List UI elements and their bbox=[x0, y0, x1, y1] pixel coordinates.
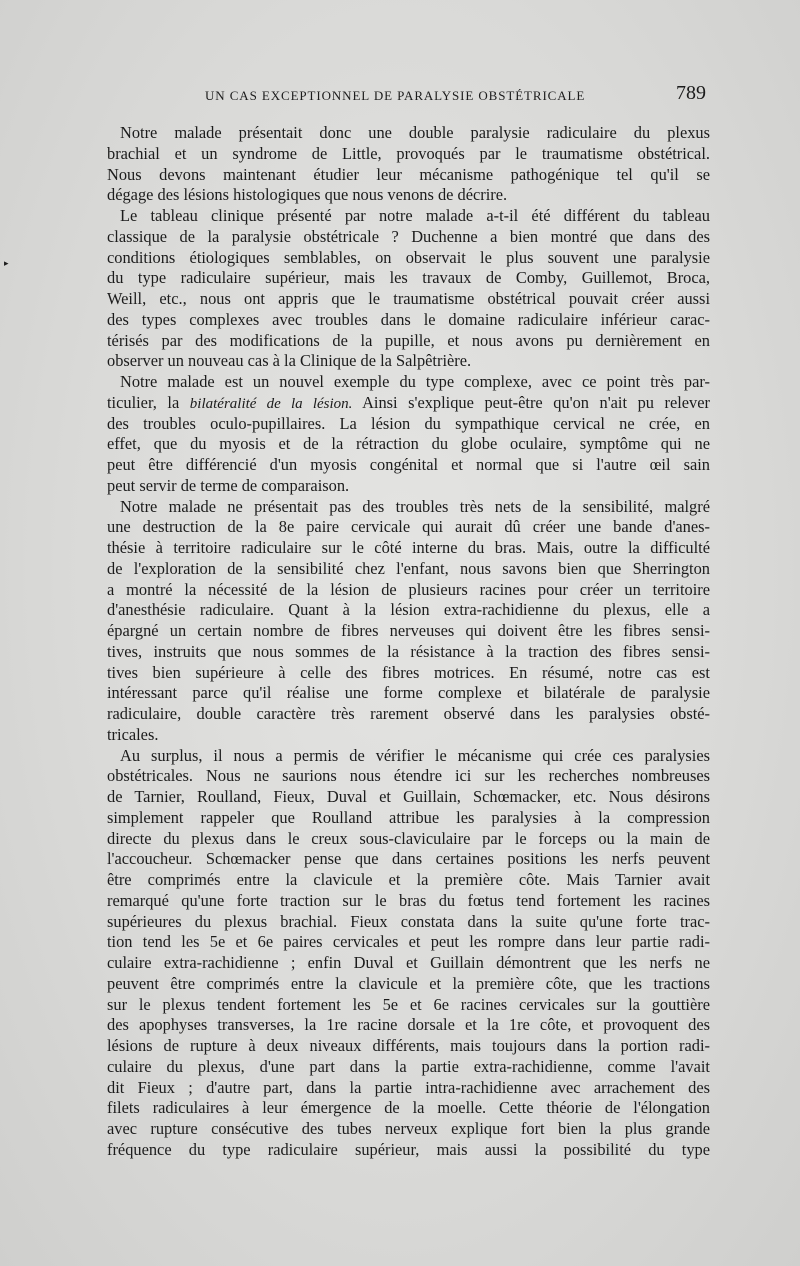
text-line: Notre malade ne présentait pas des troubles très nets de la sensibilité, malgré bbox=[120, 496, 710, 516]
text-line: supérieures du plexus brachial. Fieux constata dans la suite qu'une forte trac- bbox=[107, 911, 710, 931]
text-segment: ticulier, la bbox=[107, 392, 190, 412]
text-line: une destruction de la 8e paire cervicale qui aurait dû créer une bande d'anes- bbox=[107, 517, 710, 537]
text-line: térisés par des modifications de la pupille, et nous avons pu dernièrement en bbox=[107, 330, 710, 350]
text-line: des apophyses transverses, la 1re racine dorsale et la 1re côte, et provoquent des bbox=[107, 1015, 710, 1035]
italic-phrase: bilatéralité de la lésion. bbox=[189, 395, 353, 412]
text-line: Weill, etc., nous ont appris que le traumatisme obstétrical pouvait créer aussi bbox=[107, 289, 710, 308]
text-line: dégage des lésions histologiques que nous venons de décrire. bbox=[107, 185, 508, 205]
text-line: épargné un certain nombre de fibres nerveuses qui doivent être les fibres sensi- bbox=[107, 621, 710, 640]
text-line: culaire extra-rachidienne ; enfin Duval et Guillain démontrent que les nerfs ne bbox=[107, 953, 710, 972]
text-line bbox=[107, 393, 710, 414]
text-line: lésions de rupture à deux niveaux différents, mais toujours dans la portion radi- bbox=[107, 1036, 710, 1055]
text-line: de l'exploration de la sensibilité chez l'enfant, nous savons bien que Sherrington bbox=[107, 558, 710, 578]
text-line: a montré la nécessité de la lésion de plusieurs racines pour créer un territoire bbox=[107, 579, 710, 599]
text-line: du type radiculaire supérieur, mais les travaux de Comby, Guillemot, Broca, bbox=[107, 268, 710, 288]
text-line: brachial et un syndrome de Little, provoqués par le traumatisme obstétrical. bbox=[107, 143, 710, 163]
text-line: Le tableau clinique présenté par notre malade a-t-il été différent du tableau bbox=[120, 206, 710, 225]
text-line: Nous devons maintenant étudier leur mécanisme pathogénique tel qu'il se bbox=[107, 164, 710, 184]
body-text bbox=[107, 123, 710, 1161]
text-line: tives bien supérieure à celle des fibres motrices. En résumé, notre cas est bbox=[107, 662, 710, 682]
text-line: avec rupture consécutive des tubes nerveux explique fort bien la plus grande bbox=[107, 1119, 710, 1138]
text-line: d'anesthésie radiculaire. Quant à la lésion extra-rachidienne du plexus, elle a bbox=[107, 600, 710, 620]
text-line: directe du plexus dans le creux sous-claviculaire par le forceps ou la main de bbox=[107, 828, 710, 848]
text-line: classique de la paralysie obstétricale ? Duchenne a bien montré que dans des bbox=[107, 226, 710, 246]
text-line: dit Fieux ; d'autre part, dans la partie intra-rachidienne avec arrachement des bbox=[107, 1077, 710, 1097]
text-line: des types complexes avec troubles dans le domaine radiculaire inférieur carac- bbox=[107, 309, 710, 329]
page-number: 789 bbox=[676, 82, 706, 104]
text-line: intéressant parce qu'il réalise une forme complexe et bilatérale de paralysie bbox=[107, 683, 710, 703]
text-line: observer un nouveau cas à la Clinique de la Salpêtrière. bbox=[107, 351, 472, 371]
text-segment: Ainsi s'explique peut-être qu'on n'ait pu relever bbox=[352, 392, 710, 412]
margin-mark: ▸ bbox=[4, 258, 9, 268]
text-line: obstétricales. Nous ne saurions nous étendre ici sur les recherches nombreuses bbox=[107, 766, 710, 786]
text-line: peuvent être comprimés entre la clavicule et la première côte, que les tractions bbox=[107, 973, 710, 993]
text-line: tives, instruits que nous sommes de la résistance à la traction des fibres sensi- bbox=[107, 641, 710, 661]
text-line: radiculaire, double caractère très rarement observé dans les paralysies obsté- bbox=[107, 704, 710, 723]
text-line: sur le plexus tendent fortement les 5e et 6e racines cervicales sur la gouttière bbox=[107, 994, 710, 1014]
text-line: effet, que du myosis et de la rétraction du globe oculaire, symptôme qui ne bbox=[107, 434, 710, 454]
running-title: UN CAS EXCEPTIONNEL DE PARALYSIE OBSTÉTRICALE bbox=[205, 88, 586, 103]
text-line: Notre malade présentait donc une double paralysie radiculaire du plexus bbox=[120, 123, 710, 142]
text-line: des troubles oculo-pupillaires. La lésion du sympathique cervical ne crée, en bbox=[107, 413, 710, 433]
text-line: thésie à territoire radiculaire sur le côté interne du bras. Mais, outre la difficulté bbox=[107, 538, 710, 557]
text-line: peut servir de terme de comparaison. bbox=[107, 475, 350, 495]
text-line: simplement rappeler que Roulland attribue les paralysies à la compression bbox=[107, 807, 710, 827]
text-line: être comprimés entre la clavicule et la première côte. Mais Tarnier avait bbox=[107, 870, 710, 889]
text-line: tion tend les 5e et 6e paires cervicales et peut les rompre dans leur partie radi- bbox=[107, 932, 710, 952]
text-line: fréquence du type radiculaire supérieur, mais aussi la possibilité du type bbox=[107, 1139, 710, 1159]
text-line: culaire du plexus, d'une part dans la partie extra-rachidienne, comme l'avait bbox=[107, 1056, 710, 1076]
text-line: peut être différencié d'un myosis congénital et normal que si l'autre œil sain bbox=[107, 455, 710, 474]
text-line: tricales. bbox=[107, 724, 159, 744]
text-line: remarqué qu'une forte traction sur le bras du fœtus tend fortement les racines bbox=[107, 890, 710, 910]
text-line: conditions étiologiques semblables, on observait le plus souvent une paralysie bbox=[107, 247, 710, 267]
text-line: de Tarnier, Roulland, Fieux, Duval et Guillain, Schœmacker, etc. Nous désirons bbox=[107, 787, 710, 806]
text-line: Au surplus, il nous a permis de vérifier le mécanisme qui crée ces paralysies bbox=[120, 745, 710, 765]
text-line: filets radiculaires à leur émergence de la moelle. Cette théorie de l'élongation bbox=[107, 1098, 710, 1118]
text-line: l'accoucheur. Schœmacker pense que dans certaines positions les nerfs peuvent bbox=[107, 849, 710, 869]
text-line: Notre malade est un nouvel exemple du type complexe, avec ce point très par- bbox=[120, 372, 710, 391]
